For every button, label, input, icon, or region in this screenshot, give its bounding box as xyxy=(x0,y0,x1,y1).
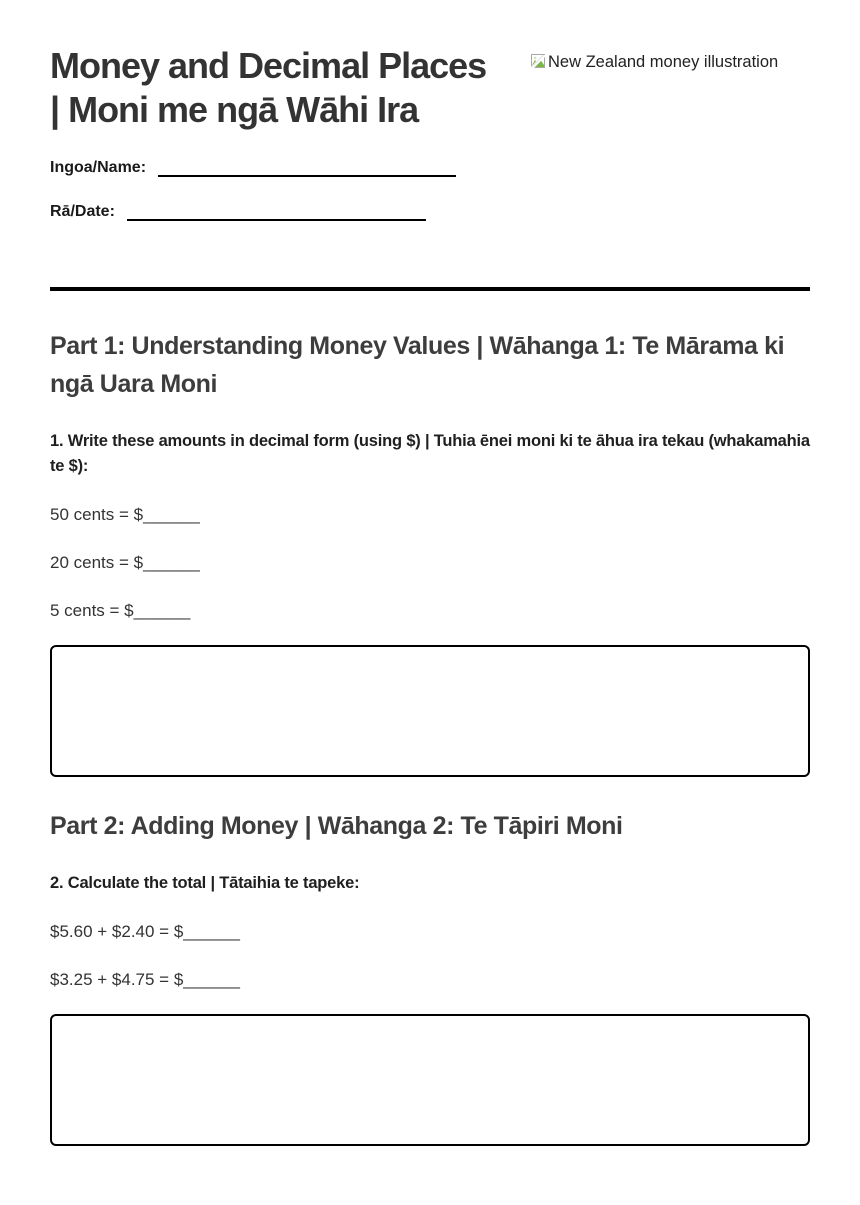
name-write-line xyxy=(158,159,456,177)
date-label: Rā/Date: xyxy=(50,203,115,220)
part2-blank-sum2: $3.25 + $4.75 = $______ xyxy=(50,970,241,989)
broken-image-icon xyxy=(530,53,547,75)
part1-blank-50c: 50 cents = $______ xyxy=(50,505,200,524)
part1-blank-5c: 5 cents = $______ xyxy=(50,601,191,620)
part1-blank-20c: 20 cents = $______ xyxy=(50,553,200,572)
date-field xyxy=(50,203,810,221)
section-divider xyxy=(50,287,810,291)
worksheet-page xyxy=(0,44,860,1146)
part2-blank-sum1: $5.60 + $2.40 = $______ xyxy=(50,922,241,941)
part2-question: 2. Calculate the total | Tātaihia te tapeke: xyxy=(50,874,360,892)
answer-box-part2 xyxy=(50,1014,810,1146)
money-illustration-image xyxy=(530,44,810,132)
part2-heading: Part 2: Adding Money | Wāhanga 2: Te Tāpiri Moni xyxy=(50,812,623,840)
date-write-line xyxy=(127,203,426,221)
name-label: Ingoa/Name: xyxy=(50,159,147,176)
part1-heading: Part 1: Understanding Money Values | Wāhanga 1: Te Mārama ki ngā Uara Moni xyxy=(50,332,785,398)
image-alt-text: New Zealand money illustration xyxy=(548,53,779,71)
name-field xyxy=(50,159,810,177)
answer-box-part1 xyxy=(50,645,810,777)
header xyxy=(50,44,810,132)
part1-question: 1. Write these amounts in decimal form (using $) | Tuhia ēnei moni ki te āhua ira tekau (whakamahia te $): xyxy=(50,432,810,475)
page-title: Money and Decimal Places | Moni me ngā Wāhi Ira xyxy=(50,45,487,130)
